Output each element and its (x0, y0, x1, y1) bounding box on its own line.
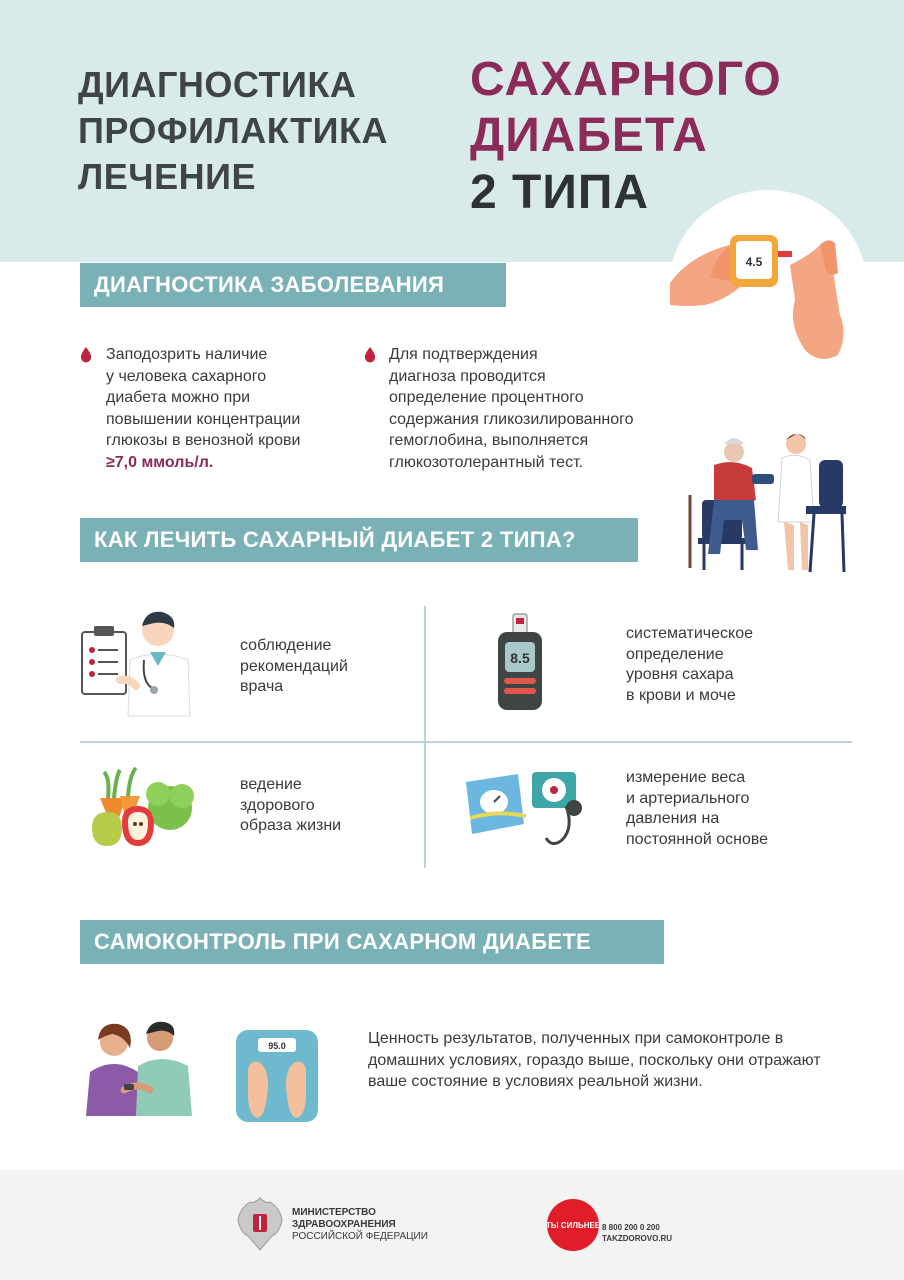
diagnosis-text-left (106, 344, 356, 473)
diagnosis-right-line: Для подтверждения (389, 346, 538, 363)
meter-reading: 8.5 (510, 650, 530, 666)
header-title-line1: САХАРНОГО (470, 53, 782, 106)
treatment-line: систематическое (626, 625, 754, 642)
glucometer-reading: 4.5 (745, 255, 763, 269)
treatment-line: врача (240, 678, 284, 695)
section-bar-treatment: КАК ЛЕЧИТЬ САХАРНЫЙ ДИАБЕТ 2 ТИПА? (80, 518, 638, 562)
ministry-emblem-icon (236, 1196, 284, 1252)
header-title-line3: 2 ТИПА (470, 166, 650, 219)
vegetables-fruit-icon (92, 768, 196, 848)
section-bar-selfcontrol: САМОКОНТРОЛЬ ПРИ САХАРНОМ ДИАБЕТЕ (80, 920, 664, 964)
diagnosis-right-line: гемоглобина, выполняется (389, 432, 589, 449)
diagnosis-left-line: повышении концентрации (106, 410, 301, 428)
ministry-name (292, 1207, 428, 1243)
glucometer-hands-icon (670, 225, 870, 375)
footer-band (0, 1170, 904, 1280)
hotline-site[interactable]: TAKZDOROVO.RU (602, 1234, 673, 1243)
diagnosis-right-line: диагноза проводится (389, 367, 546, 385)
hotline-phone[interactable]: 8 800 200 0 200 (602, 1223, 660, 1232)
treatment-line: здорового (240, 796, 315, 814)
header-line-treatment: ЛЕЧЕНИЕ (78, 156, 256, 197)
scale-tonometer-icon (462, 768, 592, 850)
treatment-item-weight-pressure-text (626, 768, 846, 850)
treatment-line: ведение (240, 776, 302, 793)
glucose-threshold: ≥7,0 ммоль/л. (106, 453, 214, 471)
ministry-line2: ЗДРАВООХРАНЕНИЯ (292, 1219, 396, 1230)
treatment-line: уровня сахара (626, 666, 734, 683)
diagnosis-left-line: диабета можно при (106, 389, 251, 406)
takzdorovo-badge-icon (546, 1198, 600, 1252)
header-title-line2: ДИАБЕТА (470, 109, 708, 162)
blood-glucose-meter-icon (496, 614, 546, 712)
ministry-line1: МИНИСТЕРСТВО (292, 1207, 376, 1218)
treatment-line: образа жизни (240, 817, 342, 834)
blood-drop-icon (364, 347, 376, 362)
diagnosis-left-line: глюкозы в венозной крови (106, 432, 301, 449)
header-line-prevention: ПРОФИЛАКТИКА (78, 110, 388, 151)
diagnosis-right-line: содержания гликозилированного (389, 410, 634, 428)
treatment-line: и артериального (626, 789, 750, 807)
grid-divider-horizontal (80, 741, 852, 743)
doctor-patient-icon (684, 430, 854, 580)
header-left-titles (78, 62, 388, 200)
diagnosis-text-right (389, 344, 689, 473)
treatment-item-doctor-text (240, 636, 400, 698)
diagnosis-left-line: Заподозрить наличие (106, 346, 268, 363)
treatment-item-meter-text (626, 624, 846, 706)
selfcontrol-text: Ценность результатов, полученных при самоконтроле в домашних условиях, гораздо выше, поскольку они отражают ваше состояние в условиях реальной жизни. (368, 1030, 821, 1090)
diagnosis-right-line: глюкозотолерантный тест. (389, 453, 584, 471)
bathroom-scale-icon (236, 1030, 318, 1122)
treatment-line: постоянной основе (626, 830, 769, 848)
doctor-clipboard-icon (80, 608, 200, 718)
treatment-line: определение (626, 645, 724, 663)
ministry-line3: РОССИЙСКОЙ ФЕДЕРАЦИИ (292, 1231, 428, 1242)
treatment-line: измерение веса (626, 769, 746, 786)
treatment-line: рекомендаций (240, 657, 348, 675)
blood-drop-icon (80, 347, 92, 362)
grid-divider-vertical (424, 606, 426, 868)
section-bar-diagnosis: ДИАГНОСТИКА ЗАБОЛЕВАНИЯ (80, 263, 506, 307)
treatment-line: давления на (626, 810, 720, 827)
hotline-info (602, 1222, 672, 1244)
treatment-item-lifestyle-text (240, 775, 400, 837)
diagnosis-right-line: определение процентного (389, 389, 584, 406)
treatment-line: соблюдение (240, 637, 332, 654)
treatment-line: в крови и моче (626, 686, 736, 704)
couple-measuring-icon (84, 1020, 194, 1118)
badge-text: ТЫ СИЛЬНЕЕ (545, 1221, 601, 1230)
diagnosis-left-line: у человека сахарного (106, 367, 267, 385)
scale-reading: 95.0 (268, 1041, 286, 1051)
header-line-diagnostics: ДИАГНОСТИКА (78, 64, 357, 105)
